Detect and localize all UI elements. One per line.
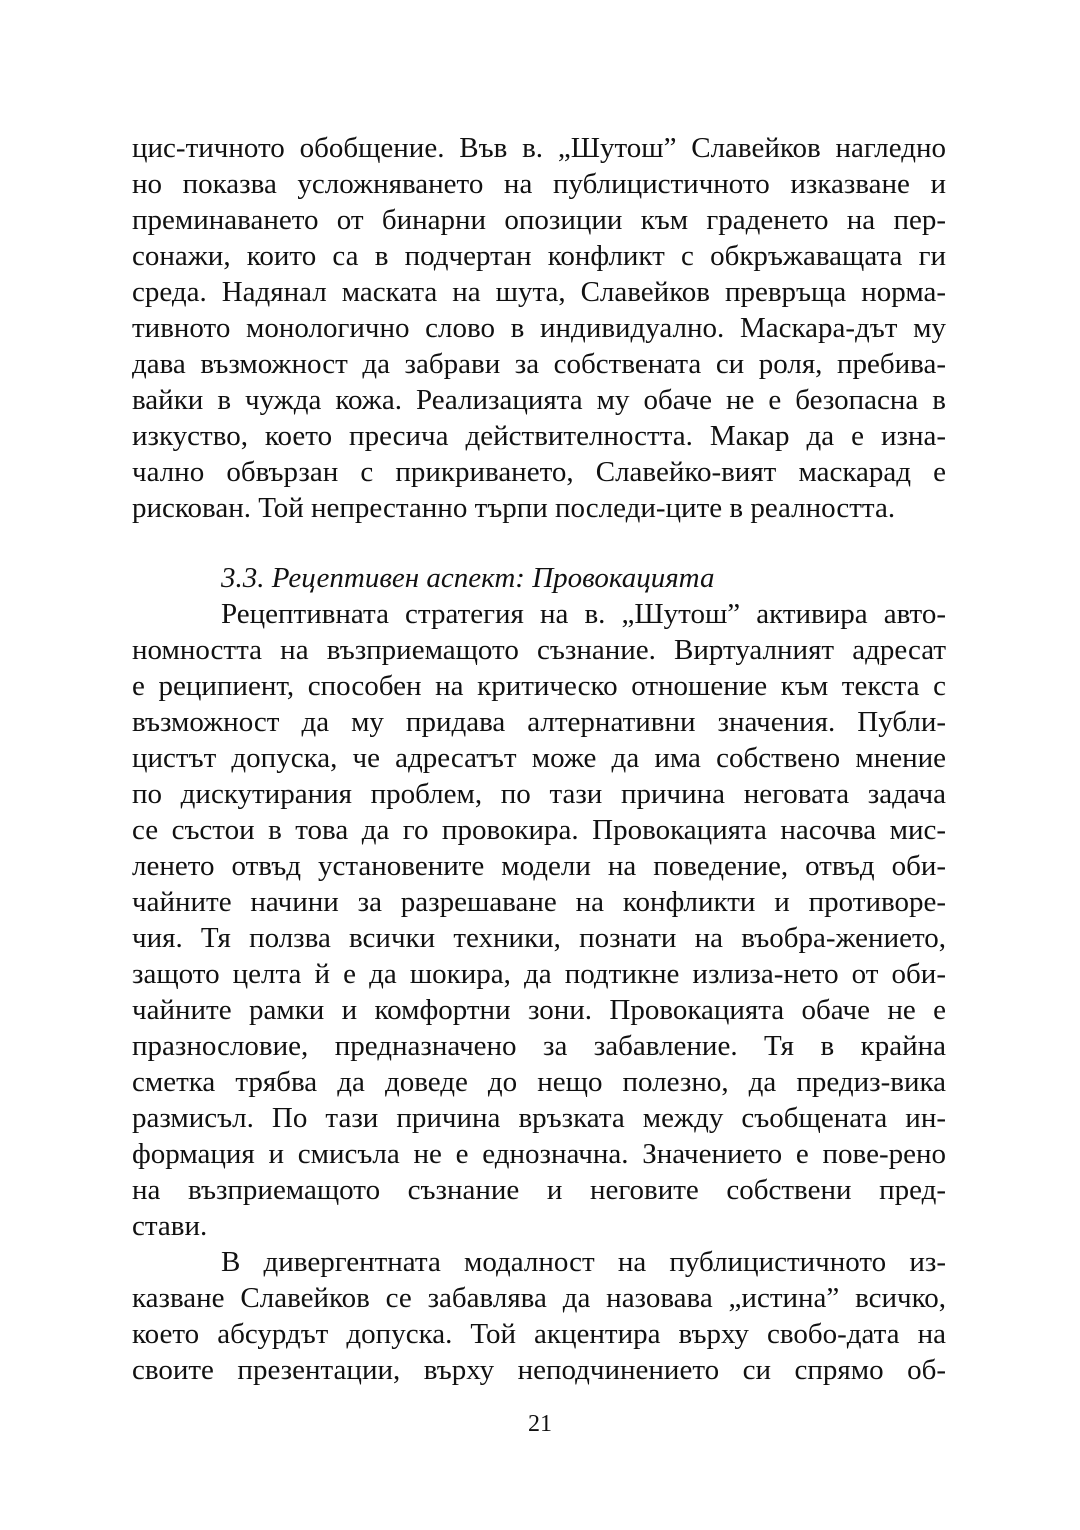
paragraph-2-line: стави. (132, 1210, 208, 1242)
paragraph-2-line: по дискутирания проблем, по тази причина неговата задача (132, 778, 946, 810)
paragraph-1-line: чално обвързан с прикриването, Славейко-вият маскарад е (132, 456, 946, 488)
paragraph-2-line: на възприемащото съзнание и неговите собствени пред- (132, 1174, 946, 1206)
paragraph-1-line: цис-тичното обобщение. Във в. „Шутош” Славейков нагледно (132, 132, 946, 164)
paragraph-2-line: ленето отвъд установените модели на поведение, отвъд оби- (132, 850, 946, 882)
paragraph-1-line: преминаването от бинарни опозиции към граденето на пер- (132, 204, 946, 236)
paragraph-1-line: дава възможност да забрави за собствената си роля, пребива- (132, 348, 946, 380)
paragraph-2-line: номността на възприемащото съзнание. Виртуалният адресат (132, 634, 946, 666)
paragraph-2-line: формация и смисъла не е еднозначна. Значението е пове-рено (132, 1138, 946, 1170)
paragraph-1-line: сонажи, които са в подчертан конфликт с обкръжаващата ги (132, 240, 946, 272)
paragraph-2-line: празнословие, предназначено за забавление. Тя в крайна (132, 1030, 946, 1062)
paragraph-3-line: В дивергентната модалност на публицистичното из- (221, 1246, 946, 1278)
paragraph-2-line: се състои в това да го провокира. Провокацията насочва мис- (132, 814, 946, 846)
section-heading: 3.3. Рецептивен аспект: Провокацията (221, 562, 715, 594)
paragraph-2-line: чайните рамки и комфортни зони. Провокацията обаче не е (132, 994, 946, 1026)
paragraph-3-line: своите презентации, върху неподчинението си спрямо об- (132, 1354, 946, 1386)
paragraph-2-line: сметка трябва да доведе до нещо полезно, да предиз-вика (132, 1066, 946, 1098)
paragraph-1-line: вайки в чужда кожа. Реализацията му обаче не е безопасна в (132, 384, 946, 416)
paragraph-2-line: чия. Тя ползва всички техники, познати на въобра-жението, (132, 922, 946, 954)
page-number: 21 (528, 1411, 552, 1437)
paragraph-2-line: защото целта й е да шокира, да подтикне излиза-нето от оби- (132, 958, 946, 990)
paragraph-3-line: което абсурдът допуска. Той акцентира върху свобо-дата на (132, 1318, 946, 1350)
paragraph-1-line: изкуство, което пресича действителността. Макар да е изна- (132, 420, 946, 452)
paragraph-3-line: казване Славейков се забавлява да назовава „истина” всичко, (132, 1282, 946, 1314)
paragraph-1-line: среда. Надянал маската на шута, Славейков превръща норма- (132, 276, 946, 308)
paragraph-1-line: но показва усложняването на публицистичното изказване и (132, 168, 946, 200)
paragraph-2-line: възможност да му придава алтернативни значения. Публи- (132, 706, 946, 738)
paragraph-2-line: Рецептивната стратегия на в. „Шутош” активира авто- (221, 598, 946, 630)
paragraph-1-line: тивното монологично слово в индивидуално. Маскара-дът му (132, 312, 946, 344)
paragraph-2-line: е реципиент, способен на критическо отношение към текста с (132, 670, 946, 702)
paragraph-2-line: размисъл. По тази причина връзката между съобщената ин- (132, 1102, 946, 1134)
paragraph-2-line: чайните начини за разрешаване на конфликти и противоре- (132, 886, 946, 918)
paragraph-2-line: цистът допуска, че адресатът може да има собствено мнение (132, 742, 946, 774)
paragraph-1-line: рискован. Той непрестанно търпи последи-ците в реалността. (132, 492, 896, 524)
